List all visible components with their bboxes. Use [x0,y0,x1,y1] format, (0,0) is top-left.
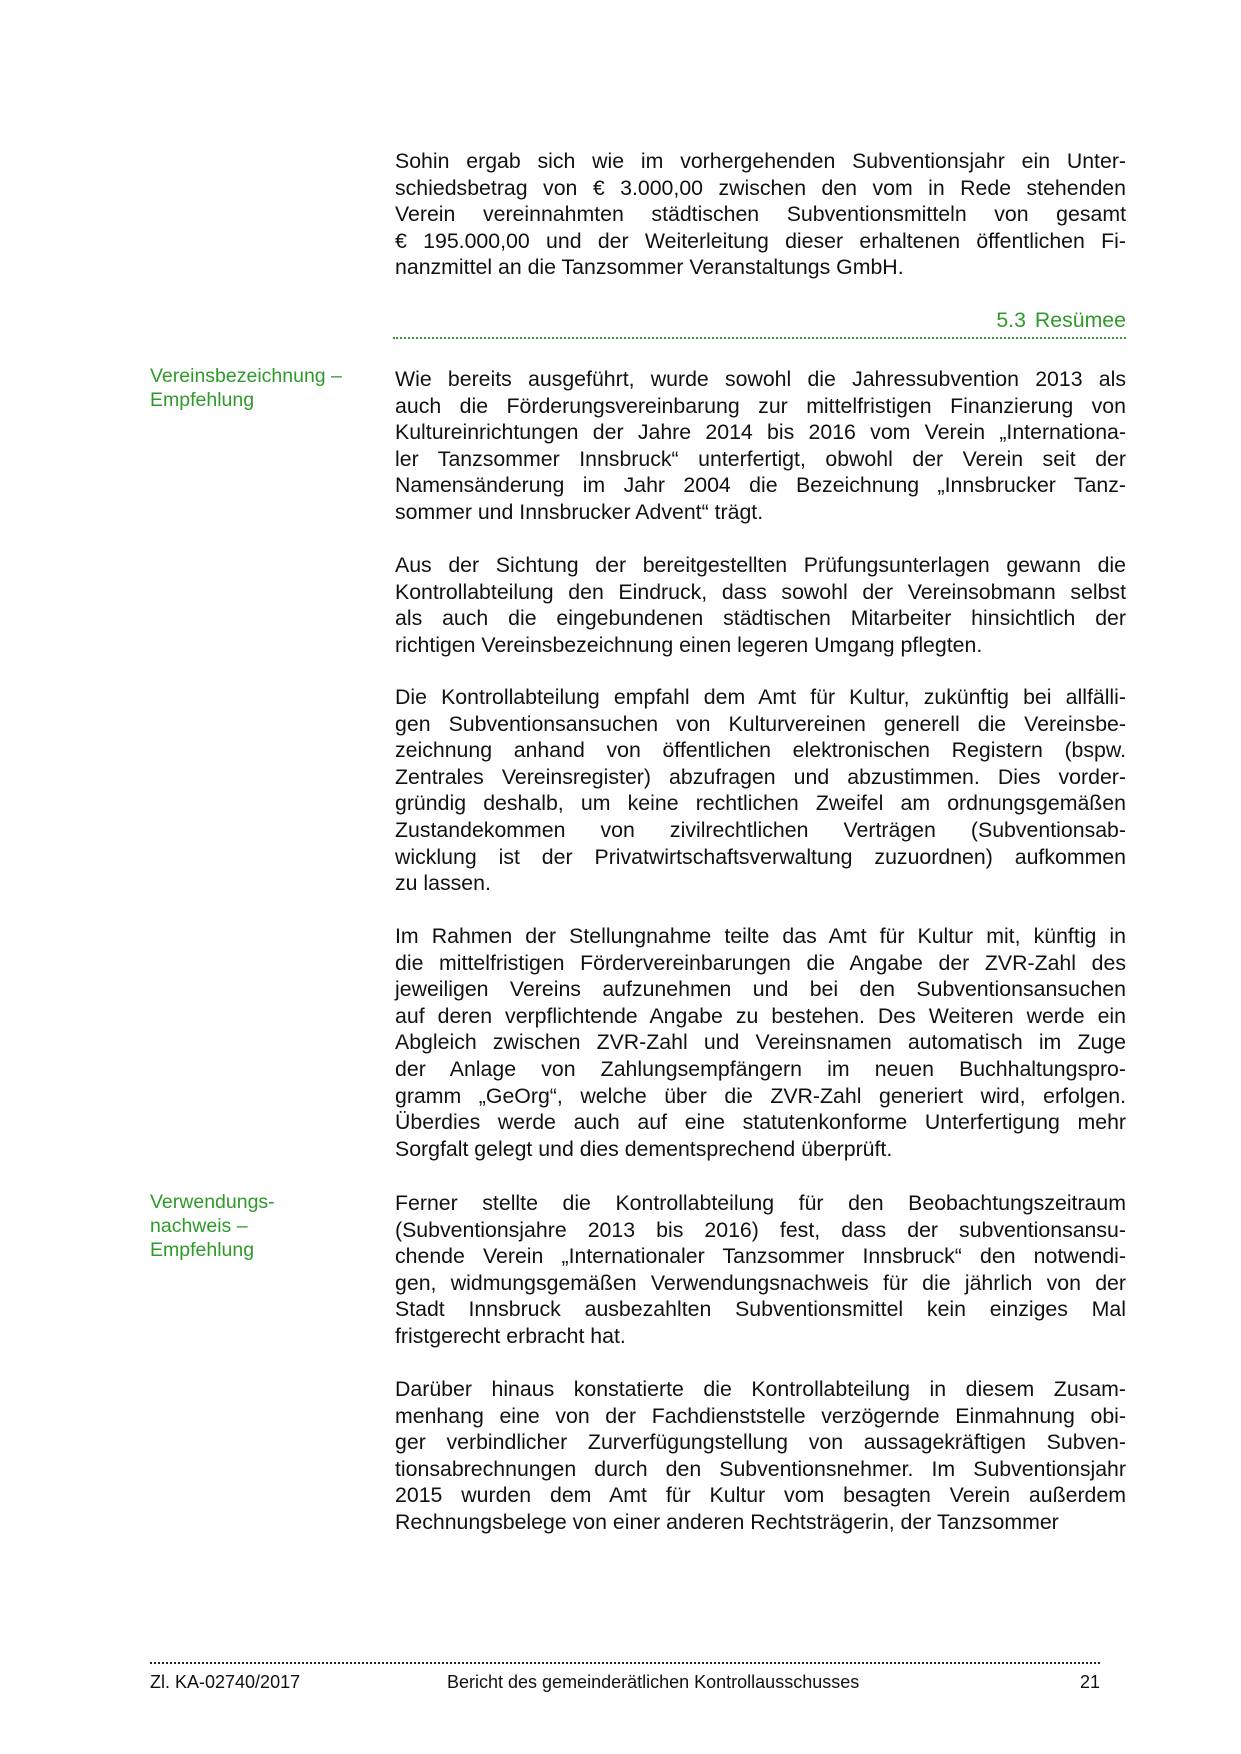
text-line: 2015 wurden dem Amt für Kultur vom besagten Verein außerdem [395,1483,1126,1508]
margin-note-line: Vereinsbezeichnung – [150,365,342,387]
text-line: chende Verein „Internationaler Tanzsommer Innsbruck“ den notwendi- [395,1244,1126,1269]
text-line: Zentrales Vereinsregister) abzufragen und abzustimmen. Dies vorder- [395,764,1126,789]
text-line: sommer und Innsbrucker Advent“ trägt. [395,499,764,524]
text-line: Sohin ergab sich wie im vorhergehenden Subventionsjahr ein Unter- [395,149,1126,173]
text-line: als auch die eingebundenen städtischen Mitarbeiter hinsichtlich der [395,606,1126,631]
page-number: 21 [1080,1672,1101,1692]
text-line: nanzmittel an die Tanzsommer Veranstaltungs GmbH. [395,255,904,280]
text-line: Abgleich zwischen ZVR-Zahl und Vereinsnamen automatisch im Zuge [395,1030,1126,1055]
margin-note-line: nachweis – [150,1215,248,1237]
section-heading: 5.3 Resümee [996,308,1126,332]
text-line: ger verbindlicher Zurverfügungstellung von aussagekräftigen Subven- [395,1430,1126,1455]
footer-divider [150,1662,1100,1664]
text-line: gen Subventionsansuchen von Kulturvereinen generell die Vereinsbe- [395,711,1126,736]
text-line: zeichnung anhand von öffentlichen elektronischen Registern (bspw. [395,738,1126,763]
text-line: die mittelfristigen Fördervereinbarungen die Angabe der ZVR-Zahl des [395,950,1126,975]
margin-note-verwendungsnachweis [150,1190,365,1262]
paragraph-statement [395,923,1126,1162]
text-line: € 195.000,00 und der Weiterleitung dieser erhaltenen öffentlichen Fi- [395,228,1126,253]
text-line: Überdies werde auch auf eine statutenkonforme Unterfertigung mehr [395,1110,1126,1135]
text-line: fristgerecht erbracht hat. [395,1323,626,1348]
text-line: Namensänderung im Jahr 2004 die Bezeichnung „Innsbrucker Tanz- [395,473,1126,498]
text-line: gramm „GeOrg“, welche über die ZVR-Zahl generiert wird, erfolgen. [395,1083,1126,1108]
text-line: gen, widmungsgemäßen Verwendungsnachweis für die jährlich von der [395,1270,1126,1295]
text-line: Ferner stellte die Kontrollabteilung für den Beobachtungszeitraum [395,1191,1126,1215]
text-line: Zustandekommen von zivilrechtlichen Verträgen (Subventionsab- [395,817,1126,842]
text-line: Rechnungsbelege von einer anderen Rechtsträgerin, der Tanzsommer [395,1509,1059,1534]
text-line: richtigen Vereinsbezeichnung einen legeren Umgang pflegten. [395,632,983,657]
text-line: gründig deshalb, um keine rechtlichen Zweifel am ordnungsgemäßen [395,791,1126,816]
margin-note-line: Empfehlung [150,389,255,411]
heading-divider [393,337,1126,339]
text-line: der Anlage von Zahlungsempfängern im neuen Buchhaltungspro- [395,1056,1126,1081]
paragraph-usage-proof-2 [395,1376,1126,1536]
text-line: Sorgfalt gelegt und dies dementsprechend überprüft. [395,1136,893,1161]
text-line: jeweiligen Vereins aufzunehmen und bei den Subventionsansuchen [395,977,1126,1002]
footer-title: Bericht des gemeinderätlichen Kontrollausschusses [447,1672,860,1692]
paragraph-recommendation [395,684,1126,897]
text-line: auf deren verpflichtende Angabe zu bestehen. Des Weiteren werde ein [395,1003,1126,1028]
paragraph-resumee-2 [395,552,1126,658]
margin-note-line: Verwendungs- [150,1191,275,1213]
text-line: Aus der Sichtung der bereitgestellten Prüfungsunterlagen gewann die [395,553,1126,577]
footer-reference: Zl. KA-02740/2017 [150,1672,301,1692]
text-line: Darüber hinaus konstatierte die Kontrollabteilung in diesem Zusam- [395,1377,1126,1401]
text-line: Verein vereinnahmten städtischen Subventionsmitteln von gesamt [395,202,1126,227]
text-line: schiedsbetrag von € 3.000,00 zwischen den vom in Rede stehenden [395,175,1126,200]
text-line: tionsabrechnungen durch den Subventionsnehmer. Im Subventionsjahr [395,1456,1126,1481]
text-line: auch die Förderungsvereinbarung zur mittelfristigen Finanzierung von [395,393,1126,418]
paragraph-resumee-1 [395,366,1126,526]
text-line: menhang eine von der Fachdienststelle verzögernde Einmahnung obi- [395,1403,1126,1428]
text-line: Wie bereits ausgeführt, wurde sowohl die Jahressubvention 2013 als [395,367,1126,391]
text-line: Im Rahmen der Stellungnahme teilte das Amt für Kultur mit, künftig in [395,924,1126,948]
margin-note-line: Empfehlung [150,1239,255,1261]
margin-note-vereinsbezeichnung [150,364,365,412]
text-line: (Subventionsjahre 2013 bis 2016) fest, dass der subventionsansu- [395,1217,1126,1242]
paragraph-subsidy-difference [395,148,1126,281]
text-line: Kontrollabteilung den Eindruck, dass sowohl der Vereinsobmann selbst [395,579,1126,604]
text-line: Stadt Innsbruck ausbezahlten Subventionsmittel kein einziges Mal [395,1297,1126,1322]
text-line: zu lassen. [395,871,491,896]
text-line: ler Tanzsommer Innsbruck“ unterfertigt, obwohl der Verein seit der [395,446,1126,471]
text-line: wicklung ist der Privatwirtschaftsverwaltung zuzuordnen) aufkommen [395,844,1126,869]
text-line: Die Kontrollabteilung empfahl dem Amt für Kultur, zukünftig bei allfälli- [395,685,1126,709]
paragraph-usage-proof-1 [395,1190,1126,1350]
text-line: Kultureinrichtungen der Jahre 2014 bis 2016 vom Verein „Internationa- [395,420,1126,445]
